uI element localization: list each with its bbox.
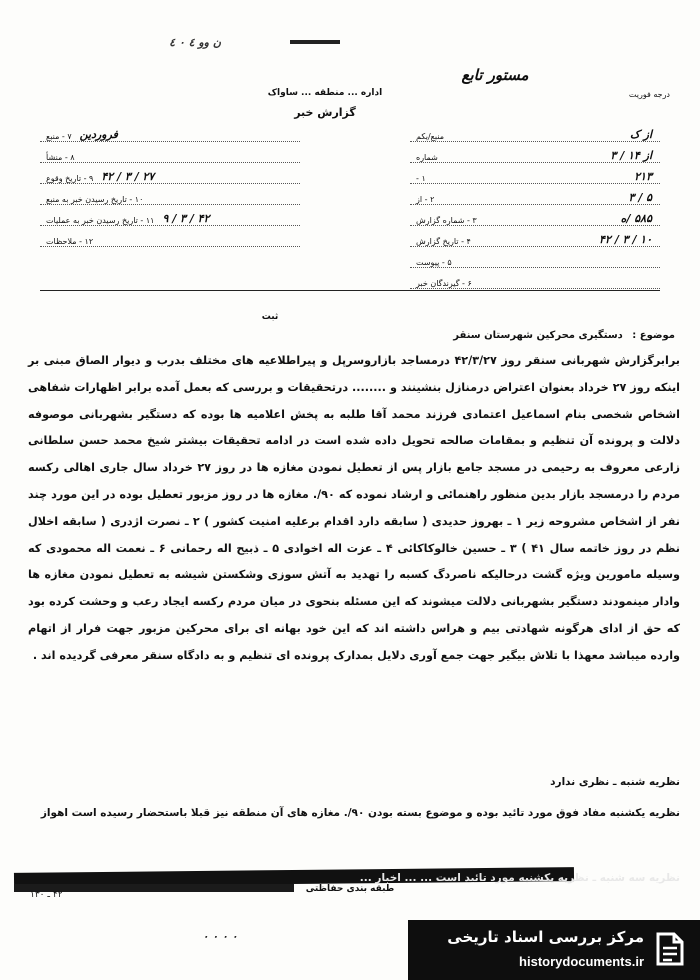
comment-saturday: نظریه شنبه ـ نظری ندارد [550, 776, 680, 788]
field-label: ۴ - تاریخ گزارش [416, 237, 471, 246]
field-row [40, 145, 300, 163]
document-logo-icon [652, 930, 686, 968]
comment-sunday: نظریه یکشنبه مفاد فوق مورد تائید بوده و موضوع بسته بودن ۹۰/. مغازه های آن منطقه نیز قبلا باستحضار رسیده است اهواز [40, 807, 680, 819]
field-label: ۳ - شماره گزارش [416, 216, 477, 225]
field-row [40, 229, 300, 247]
field-label: ۶ - گیرندگان خبر [416, 279, 472, 288]
field-value: ۱۰ / ۳ / ۴۲ [599, 233, 652, 246]
field-value: فروردین [79, 128, 118, 141]
field-row [410, 166, 660, 184]
field-label: ۸ - منشأ [46, 153, 75, 162]
top-handwritten-mark: ن وو ٤ ۰ ٤ [169, 36, 221, 49]
subject-line [40, 330, 675, 341]
field-label: ۷ - منبع [46, 132, 72, 141]
comment-tuesday: نظریه سه شنبه ـ نظریه یکشنبه مورد تائید است ... ... اخبار ... [359, 872, 680, 884]
field-row [410, 271, 660, 289]
body-paragraph: برابرگزارش شهربانی سنقر روز ۴۲/۳/۲۷ درمساجد بازاروسرپل و پیراطلاعیه های مختلف بدرب و دیوار الصاق مبنی بر اینکه روز ۲۷ خرداد بعنوان اعتراض درمنازل بنشینند و ........ درتحقیقات و بررسی که بعمل آمده برابر اظهارات شفاهی اشخاص شخصی بنام اسماعیل اعتمادی فرزند محمد آقا طلبه به پخش اعلامیه ها بوده که دستگیر بشهربانی موصوفه دلالت و پرونده آن تنظیم و بمقامات صالحه تحویل داده شده است در ادامه تحقیقات بیشتر شیخ محمد حسن سلطانی زارعی معروف به رحیمی در مسجد جامع بازار پس از تعطیل نمودن مغازه ها در روز ۲۷ خرداد سال جاری اهالی رکسه مردم را درمسجد بازار بدین منظور راهنمائی و ارشاد نموده که ۹۰/. مغازه ها در روز مزبور تعطیل بوده در این مورد چند نفر از اشخاص مشروحه زیر ۱ ـ بهروز حدیدی ( سابقه دارد اقدام برعلیه امنیت کشور ) ۲ ـ نصرت اژدری ( سابقه اخلال نظم در روز خاتمه سال ۴۱ ) ۳ ـ حسین خالوکاکائی ۴ ـ عزت اله اخوادی ۵ ـ ذبیح اله رحمانی ۶ ـ نعمت اله محمودی که وسیله مامورین ویژه گشت درحالیکه ناصردگ کسبه را تهدید به آتش سوزی وشکستن شیشه به تعطیل نمودن مغازه ها وادار مینمودند دستگیر بشهربانی دلالت میشوند که این مسئله بنحوی در میان مردم رکسه ایجاد رعب و وحشت کرده بود که حق از ادای هرگونه شهادتی بیم و هراس داشته اند که این خود بهانه ای برای محرکین مزبور جهت فرار از اتهام وارده میباشد معهذا با تلاش بیگیر جهت جمع آوری دلایل بمدارک پرونده ای تنظیم و به دادگاه سنقر معرفی گردیده اند . [28, 354, 680, 662]
field-label: ۹ - تاریخ وقوع [46, 174, 94, 183]
department-line: اداره ... منطقه ... ساواک [267, 88, 383, 98]
field-row [40, 166, 300, 184]
field-label: ۱۲ - ملاحظات [46, 237, 94, 246]
field-value: ۴۲ / ۳ / ۹ [162, 212, 210, 225]
watermark-url: historydocuments.ir [519, 954, 644, 969]
field-label: ۱ - [416, 174, 426, 183]
field-value: از ۱۴ / ۳ [610, 149, 652, 162]
field-label: منبع/یکم [416, 132, 445, 141]
subject-label: موضوع : [632, 330, 675, 341]
field-row [410, 208, 660, 226]
fields-right-column [410, 124, 660, 292]
field-value: ۵۸۵ /ه [620, 212, 652, 225]
field-row [40, 208, 300, 226]
field-label: ۵ - پیوست [416, 258, 452, 267]
urgency-label: درجه فوریت [628, 90, 670, 99]
report-title: گزارش خبر [294, 106, 356, 119]
reference-number: ۴۲ ـ ۱۳۰ [30, 890, 63, 900]
field-row [410, 145, 660, 163]
classification-handwritten: مستور تابع [461, 66, 529, 84]
field-label: ۱۱ - تاریخ رسیدن خبر به عملیات [46, 216, 155, 225]
classification-stamp: طبقه بندی حفاظتی [305, 884, 395, 894]
field-label: ۲ - از [416, 195, 435, 204]
field-value: از ک [629, 128, 652, 141]
field-row [40, 187, 300, 205]
field-value: ۲۱۳ [634, 170, 652, 183]
field-row [410, 124, 660, 142]
field-row [410, 187, 660, 205]
field-value: ۲۷ / ۳ / ۴۲ [101, 170, 155, 183]
report-body [28, 348, 680, 670]
section-divider [40, 290, 660, 291]
watermark-title: مرکز بررسی اسناد تاریخی [447, 928, 644, 946]
field-row [410, 250, 660, 268]
watermark-banner [408, 920, 700, 980]
top-scribble [290, 40, 340, 44]
footer-handwritten: ۰ ۰ ۰ ۰ [202, 930, 238, 943]
field-value: ۵ / ۳ [628, 191, 652, 204]
serial-mark: ثبت [261, 312, 279, 322]
fields-left-column [40, 124, 300, 250]
field-label: شماره [416, 153, 438, 162]
field-row [40, 124, 300, 142]
field-label: ۱۰ - تاریخ رسیدن خبر به منبع [46, 195, 144, 204]
subject-text: دستگیری محرکین شهرستان سنقر [453, 330, 623, 341]
field-row [410, 229, 660, 247]
